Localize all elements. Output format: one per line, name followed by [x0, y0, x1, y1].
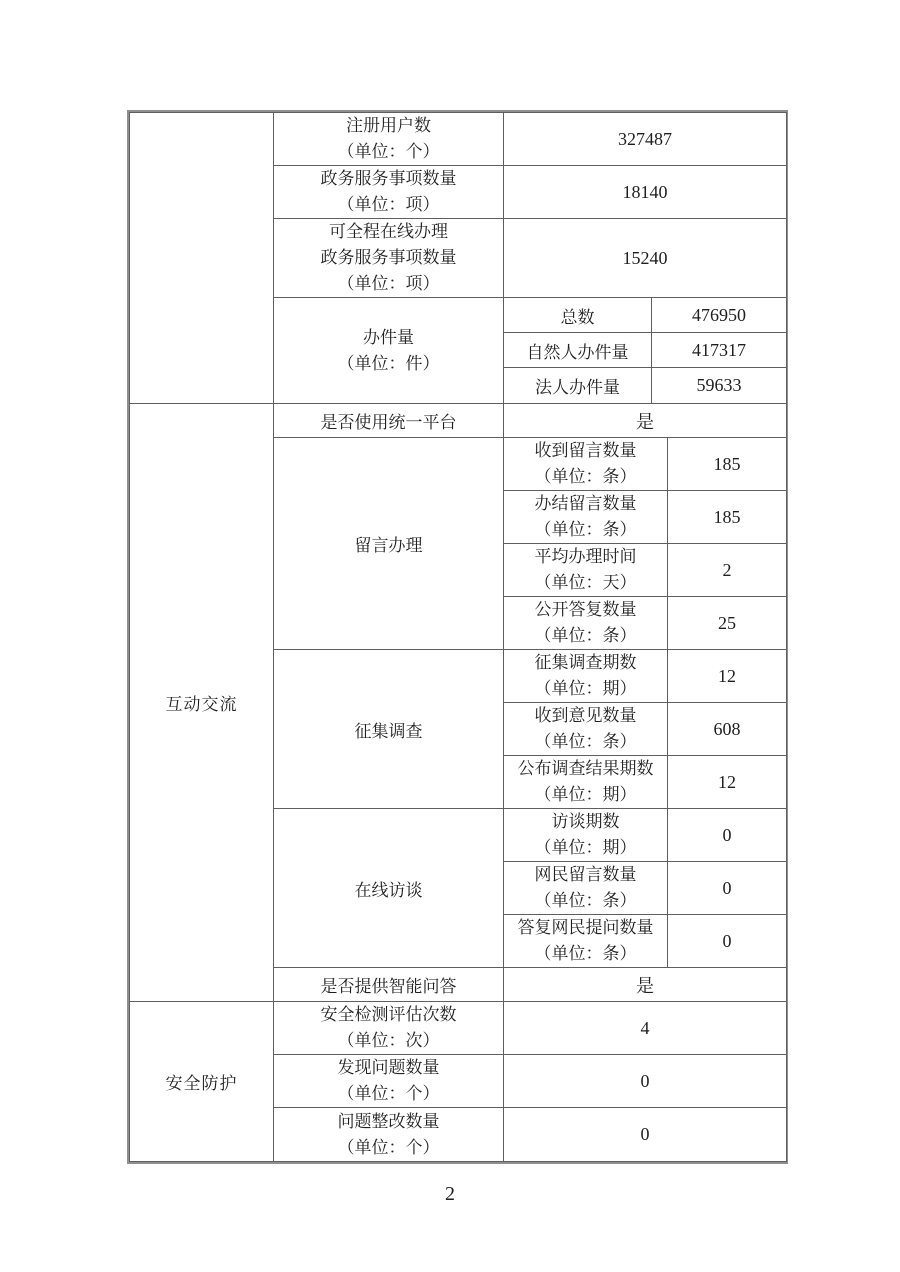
metric-group-cell: 征集调查 [274, 650, 504, 809]
submetric-label-cell [504, 491, 668, 544]
metric-value-cell: 18140 [504, 166, 787, 219]
metric-group-cell: 在线访谈 [274, 809, 504, 968]
submetric-label-cell [504, 809, 668, 862]
metric-value-cell: 185 [668, 438, 787, 491]
metric-label-line: 安全检测评估次数 [320, 1005, 457, 1024]
metric-unit-line: （单位：条） [534, 520, 637, 539]
metric-unit-line: （单位：期） [534, 679, 637, 698]
metric-unit-line: （单位：项） [337, 195, 440, 214]
metric-unit-line: （单位：条） [534, 891, 637, 910]
metric-label-line: 办结留言数量 [534, 494, 637, 513]
submetric-label-cell [504, 438, 668, 491]
metric-unit-line: （单位：个） [337, 142, 440, 161]
metric-unit-line: （单位：条） [534, 732, 637, 751]
metric-label-line: 网民留言数量 [534, 865, 637, 884]
category-cell: 安全防护 [130, 1002, 274, 1162]
submetric-label-cell [504, 756, 668, 809]
metric-label-line: 发现问题数量 [337, 1058, 440, 1077]
metric-value-cell: 608 [668, 703, 787, 756]
metric-label-cell: 是否提供智能问答 [274, 968, 504, 1002]
metric-value-cell: 25 [668, 597, 787, 650]
metric-label-cell [274, 1055, 504, 1108]
metric-value-cell: 15240 [504, 219, 787, 298]
metric-unit-line: （单位：个） [337, 1137, 440, 1157]
metric-label-line: 征集调查期数 [534, 653, 637, 672]
submetric-label-cell [504, 597, 668, 650]
metric-unit-line: （单位：项） [337, 274, 440, 293]
submetric-label-cell [504, 915, 668, 968]
submetric-label-cell: 法人办件量 [504, 368, 652, 404]
table-section-interaction [129, 403, 787, 1002]
metric-label-cell: 是否使用统一平台 [274, 404, 504, 438]
submetric-label-cell: 自然人办件量 [504, 333, 652, 368]
metric-value-cell: 2 [668, 544, 787, 597]
submetric-label-cell [504, 650, 668, 703]
metric-value-cell: 0 [504, 1055, 787, 1108]
metric-value-cell: 是 [504, 968, 787, 1002]
metric-value-cell: 12 [668, 650, 787, 703]
metric-value-cell: 12 [668, 756, 787, 809]
table-section-services [129, 112, 787, 404]
submetric-label-cell [504, 544, 668, 597]
metric-value-cell: 0 [668, 915, 787, 968]
metric-label-line: 公开答复数量 [534, 600, 637, 619]
metric-label-cell [274, 219, 504, 298]
metric-value-cell: 476950 [652, 298, 787, 333]
metric-unit-line: （单位：件） [337, 353, 440, 373]
metric-label-line: 办件量 [363, 327, 414, 347]
metric-value-cell: 59633 [652, 368, 787, 404]
metric-unit-line: （单位：天） [534, 573, 637, 592]
metric-label-line: 政务服务事项数量 [320, 169, 457, 188]
metric-label-cell [274, 1002, 504, 1055]
submetric-label-cell: 总数 [504, 298, 652, 333]
metric-value-cell: 327487 [504, 113, 787, 166]
metric-label-line: 政务服务事项数量 [320, 248, 457, 267]
category-cell: 互动交流 [130, 404, 274, 1002]
metric-label-line: 收到意见数量 [534, 706, 637, 725]
metric-label-cell [274, 166, 504, 219]
metric-unit-line: （单位：条） [534, 626, 637, 645]
metric-unit-line: （单位：条） [534, 944, 637, 963]
metric-label-cell [274, 1108, 504, 1162]
submetric-label-cell [504, 703, 668, 756]
category-cell-empty [130, 113, 274, 404]
page-number: 2 [445, 1183, 455, 1205]
metric-label-line: 平均办理时间 [534, 547, 637, 566]
metric-group-cell: 留言办理 [274, 438, 504, 650]
table-row [130, 1002, 787, 1055]
metric-value-cell: 185 [668, 491, 787, 544]
metric-unit-line: （单位：期） [534, 838, 637, 857]
metric-label-line: 可全程在线办理 [329, 222, 448, 241]
metric-label-line: 访谈期数 [551, 812, 620, 831]
report-table [127, 110, 788, 1164]
table-section-security [129, 1001, 787, 1162]
metric-label-cell [274, 113, 504, 166]
metric-value-cell: 0 [668, 862, 787, 915]
metric-unit-line: （单位：个） [337, 1084, 440, 1103]
table-row [130, 113, 787, 166]
metric-value-cell: 0 [668, 809, 787, 862]
metric-unit-line: （单位：期） [534, 785, 637, 804]
metric-value-cell: 417317 [652, 333, 787, 368]
metric-label-line: 注册用户数 [346, 116, 431, 135]
table-row [130, 404, 787, 438]
metric-label-line: 公布调查结果期数 [517, 759, 654, 778]
metric-value-cell: 0 [504, 1108, 787, 1162]
metric-value-cell: 4 [504, 1002, 787, 1055]
metric-label-line: 问题整改数量 [337, 1111, 440, 1131]
submetric-label-cell [504, 862, 668, 915]
metric-unit-line: （单位：次） [337, 1031, 440, 1050]
metric-group-cell [274, 298, 504, 404]
metric-unit-line: （单位：条） [534, 467, 637, 486]
metric-label-line: 答复网民提问数量 [517, 918, 654, 937]
metric-label-line: 收到留言数量 [534, 441, 637, 460]
metric-value-cell: 是 [504, 404, 787, 438]
